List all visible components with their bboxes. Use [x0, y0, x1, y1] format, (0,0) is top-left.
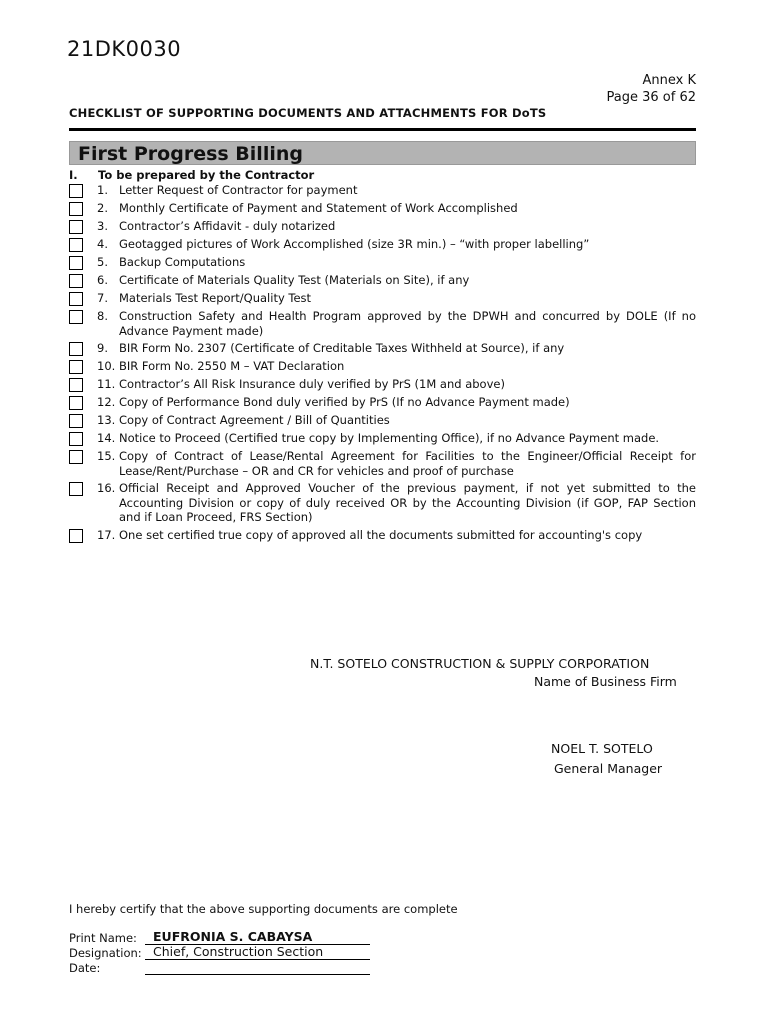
checkbox[interactable]: [69, 184, 83, 198]
item-text: Copy of Contract Agreement / Bill of Quantities: [119, 413, 390, 427]
checklist-item: [69, 528, 696, 543]
checklist-title: CHECKLIST OF SUPPORTING DOCUMENTS AND ATTACHMENTS FOR DoTS: [69, 106, 547, 120]
checklist-item: [69, 413, 696, 428]
item-text: Certificate of Materials Quality Test (Materials on Site), if any: [119, 273, 470, 287]
checklist-item: [69, 395, 696, 410]
item-number: 7.: [97, 291, 108, 305]
checklist-item: [69, 237, 696, 252]
print-name-field[interactable]: [145, 931, 370, 945]
checkbox[interactable]: [69, 202, 83, 216]
checklist-item: [69, 449, 696, 478]
item-number: 10.: [97, 359, 116, 373]
item-number: 3.: [97, 219, 108, 233]
checkbox[interactable]: [69, 414, 83, 428]
checklist-item: [69, 183, 696, 198]
checkbox[interactable]: [69, 256, 83, 270]
item-text: One set certified true copy of approved all the documents submitted for accounting's copy: [119, 527, 643, 542]
item-text: Backup Computations: [119, 255, 246, 269]
checkbox[interactable]: [69, 238, 83, 252]
item-text: Monthly Certificate of Payment and Statement of Work Accomplished: [119, 201, 518, 215]
checklist-item: [69, 201, 696, 216]
item-text: Contractor’s Affidavit - duly notarized: [119, 219, 336, 233]
checkbox[interactable]: [69, 342, 83, 356]
checkbox[interactable]: [69, 292, 83, 306]
item-text: BIR Form No. 2307 (Certificate of Creditable Taxes Withheld at Source), if any: [119, 341, 565, 355]
item-number: 16.: [97, 481, 116, 495]
item-number: 6.: [97, 273, 108, 287]
print-name-value: EUFRONIA S. CABAYSA: [153, 929, 313, 944]
page-number: Page 36 of 62: [606, 90, 696, 105]
item-number: 12.: [97, 395, 116, 409]
checkbox[interactable]: [69, 360, 83, 374]
document-id: 21DK0030: [67, 37, 182, 61]
section-title-bar: [69, 141, 696, 165]
checklist-item: [69, 377, 696, 392]
checkbox[interactable]: [69, 310, 83, 324]
item-text: BIR Form No. 2550 M – VAT Declaration: [119, 359, 345, 373]
item-text: Contractor’s All Risk Insurance duly verified by PrS (1M and above): [119, 377, 505, 391]
title-rule: [69, 128, 696, 131]
item-number: 2.: [97, 201, 108, 215]
annex-label: Annex K: [642, 73, 696, 88]
signatory-title: General Manager: [554, 761, 663, 776]
item-number: 5.: [97, 255, 108, 269]
item-text: Construction Safety and Health Program approved by the DPWH and concurred by DOLE (If no Advance Payment made): [119, 309, 696, 338]
date-row: [69, 961, 379, 976]
item-number: 11.: [97, 377, 116, 391]
checklist-item: [69, 341, 696, 356]
checklist-item: [69, 431, 696, 446]
checklist-item: [69, 273, 696, 288]
certification-statement: I hereby certify that the above supporting documents are complete: [69, 902, 458, 916]
firm-name: N.T. SOTELO CONSTRUCTION & SUPPLY CORPORATION: [310, 656, 650, 671]
checkbox[interactable]: [69, 396, 83, 410]
checkbox[interactable]: [69, 432, 83, 446]
designation-value: Chief, Construction Section: [153, 944, 324, 959]
item-number: 17.: [97, 527, 116, 542]
item-number: 13.: [97, 413, 116, 427]
item-number: 9.: [97, 341, 108, 355]
annex-block: [607, 72, 696, 106]
checkbox[interactable]: [69, 220, 83, 234]
signatory-name: NOEL T. SOTELO: [551, 741, 653, 756]
firm-label: Name of Business Firm: [534, 674, 677, 689]
part-title: To be prepared by the Contractor: [98, 168, 315, 182]
item-text: Materials Test Report/Quality Test: [119, 291, 312, 305]
checkbox[interactable]: [69, 482, 83, 496]
checklist-item: [69, 359, 696, 374]
print-name-label: Print Name:: [69, 931, 137, 945]
item-text: Notice to Proceed (Certified true copy by Implementing Office), if no Advance Payment made.: [119, 431, 660, 445]
date-field[interactable]: [145, 961, 370, 975]
section-title: First Progress Billing: [78, 143, 303, 165]
date-label: Date:: [69, 961, 101, 975]
checklist-items: [69, 183, 696, 546]
checkbox[interactable]: [69, 450, 83, 464]
checklist-item: [69, 219, 696, 234]
item-text: Official Receipt and Approved Voucher of the previous payment, if not yet submitted to the Accounting Division or copy of duly received OR by the Accounting Division (if GOP, FAP Section and if Loan Proceed, FRS Section): [119, 481, 696, 524]
item-number: 15.: [97, 449, 116, 463]
item-number: 14.: [97, 431, 116, 445]
checklist-item: [69, 255, 696, 270]
item-text: Copy of Performance Bond duly verified by PrS (If no Advance Payment made): [119, 395, 570, 409]
designation-row: [69, 946, 379, 961]
item-text: Letter Request of Contractor for payment: [119, 183, 358, 197]
checklist-item: [69, 481, 696, 525]
checklist-item: [69, 291, 696, 306]
checklist-item: [69, 309, 696, 338]
item-number: 4.: [97, 237, 108, 251]
designation-label: Designation:: [69, 946, 142, 960]
item-text: Copy of Contract of Lease/Rental Agreement for Facilities to the Engineer/Official Receipt for Lease/Rent/Purchase – OR and CR for vehicles and proof of purchase: [119, 449, 696, 478]
checkbox[interactable]: [69, 274, 83, 288]
item-text: Geotagged pictures of Work Accomplished (size 3R min.) – “with proper labelling”: [119, 237, 590, 251]
part-number: I.: [69, 168, 78, 182]
checkbox[interactable]: [69, 378, 83, 392]
designation-field[interactable]: [145, 946, 370, 960]
item-number: 1.: [97, 183, 108, 197]
item-number: 8.: [97, 309, 108, 323]
checkbox[interactable]: [69, 529, 83, 543]
